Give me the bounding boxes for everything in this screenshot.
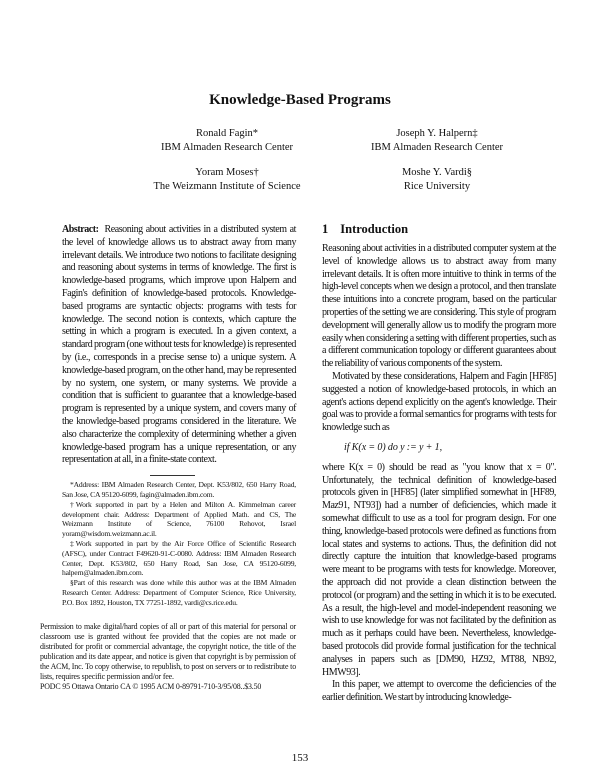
venue-line: PODC 95 Ottawa Ontario CA © 1995 ACM 0-89791-710-3/95/08..$3.50 — [40, 681, 262, 691]
left-column — [40, 224, 296, 692]
copyright-notice — [40, 622, 296, 692]
paragraph: Reasoning about activities in a distributed computer system at the level of knowledge allows us to abstract away from many irrelevant details. It is often more intuitive to think in terms of the high-level concepts when we design a protocol, and then translate these intuitions into a concrete program, based on the particular properties of the setting we are considering. This style of program development will generally allow us to modify the program more easily when considering a setting with different properties, such as a different communication topology or different guarantees about the reliability of various components of the system. — [322, 243, 556, 370]
paragraph: where K(x = 0) should be read as "you know that x = 0". Unfortunately, the technical definition of knowledge-based protocols given in [HF85] (later simplified somewhat in [HF89, Maz91, NT93]) had a number of deficiencies, which made it somewhat difficult to use as a tool for program design. For one thing, knowledge-based protocols were defined as functions from local states and systems to actions. Thus, the definition did not directly capture the intuition that knowledge-based programs were meant to be programs with tests for knowledge. Moreover, the approach did not provide a clean distinction between the protocol (or program) and the setting in which it is to be executed. As a result, the high-level and model-independent reasoning we wish to use knowledge for was not facilitated by the definition as much as it perhaps could have been. Nevertheless, knowledge-based protocols did provide formal justification for the technical analyses in papers such as [DM90, HZ92, MT88, NB92, HMW93]. — [322, 461, 556, 678]
author-affiliation: Rice University — [403, 181, 471, 192]
author-affiliation: The Weizmann Institute of Science — [153, 181, 301, 192]
abstract-text: Reasoning about activities in a distributed system at the level of knowledge allows us to abstract away from many irrelevant details. We introduce two notions to facilitate designing and reasoning about systems in terms of knowledge. The first is knowledge-based programs, which improve upon Halpern and Fagin's definition of knowledge-based protocols. Knowledge-based programs are syntactic objects: programs with tests for knowledge. The second notion is contexts, which capture the setting in which a program is executed. In a given context, a standard program (one without tests for knowledge) is represented by (i.e., corresponds in a precise sense to) a unique system. A knowledge-based program, on the other hand, may be represented by no system, one system, or many systems. We provide a condition that is sufficient to guarantee that a knowledge-based program is represented by a unique system, and covers many of the knowledge-based programs considered in the literature. We also characterize the complexity of determining whether a given knowledge-based program has a unique representation, or any representation at all, in a finite-state context. — [62, 224, 296, 466]
section-number: 1 — [322, 222, 329, 236]
footnote: *Address: IBM Almaden Research Center, Dept. K53/802, 650 Harry Road, San Jose, CA 95120-6099, fagin@almaden.ibm.com. — [62, 480, 296, 499]
footnote: §Part of this research was done while this author was at the IBM Almaden Research Center. Address: Department of Computer Science, Rice University, P.O. Box 1892, Houston, TX 77251-1892, vardi@cs.rice.edu. — [62, 578, 296, 607]
author-block — [112, 127, 342, 155]
author-affiliation: IBM Almaden Research Center — [370, 142, 504, 153]
paragraph: In this paper, we attempt to overcome the deficiencies of the earlier definition. We start by introducing knowledge- — [322, 679, 556, 704]
author-block — [322, 166, 552, 194]
abstract — [62, 224, 296, 467]
author-name: Joseph Y. Halpern‡ — [396, 128, 478, 139]
section-title: Introduction — [340, 222, 409, 236]
copyright-text: Permission to make digital/hard copies of all or part of this material for personal or classroom use is granted without fee provided that the copies are not made or distributed for profit or commercial advantage, the copyright notice, the title of the publication and its date appear, and notice is given that copyright is by permission of the ACM, Inc. To copy otherwise, to republish, to post on servers or to redistribute to lists, requires specific permission and/or fee. — [40, 621, 296, 681]
paragraph: Motivated by these considerations, Halpern and Fagin [HF85] suggested a notion of knowledge-based protocols, in which an agent's actions depend explicitly on the agent's knowledge. Their goal was to provide a formal semantics for programs with tests for knowledge such as — [322, 370, 556, 434]
footnote: †Work supported in part by a Helen and Milton A. Kimmelman career development chair. Address: Department of Applied Math. and CS, The Weizmann Institute of Science, 76100 Rehovot, Israel yoram@wisdom.weizmann.ac.il. — [62, 499, 296, 539]
introduction-body — [322, 243, 556, 705]
page-number: 153 — [291, 752, 309, 764]
footnote: ‡Work supported in part by the Air Force Office of Scientific Research (AFSC), under Contract F49620-91-C-0080. Address: IBM Almaden Research Center, Dept. K53/802, 650 Harry Road, San Jose, CA 95120-6099, halpern@almaden.ibm.com. — [62, 538, 296, 578]
author-name: Moshe Y. Vardi§ — [401, 167, 473, 178]
footnotes — [62, 480, 296, 607]
section-heading — [322, 222, 408, 237]
author-name: Yoram Moses† — [195, 167, 259, 178]
paper-title: Knowledge-Based Programs — [209, 92, 391, 108]
author-block — [322, 127, 552, 155]
author-affiliation: IBM Almaden Research Center — [160, 142, 294, 153]
author-block — [112, 166, 342, 194]
author-name: Ronald Fagin* — [195, 128, 259, 139]
abstract-label: Abstract: — [62, 224, 99, 235]
formula: if K(x = 0) do y := y + 1, — [344, 441, 443, 453]
footnote-rule — [150, 475, 195, 476]
